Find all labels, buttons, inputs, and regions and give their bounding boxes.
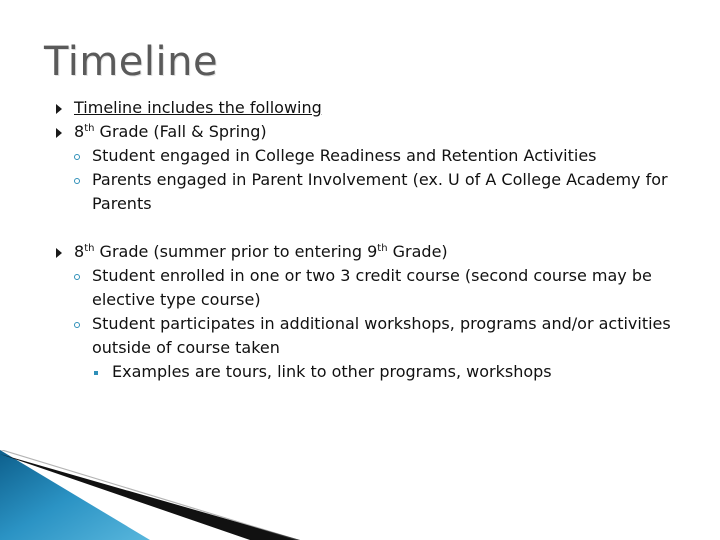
- ring-bullet-icon: [74, 274, 80, 280]
- sub-bullet-text: Student enrolled in one or two 3 credit course (second course may be elective type course): [92, 266, 652, 309]
- sub-bullet-text: Parents engaged in Parent Involvement (ex. U of A College Academy for Parents: [92, 170, 668, 213]
- bullet-text-part: Grade (summer prior to entering 9: [94, 242, 378, 261]
- bullet-8th-grade-fall-spring: [56, 120, 706, 144]
- superscript: th: [84, 243, 95, 254]
- bullet-8th-grade-summer: [56, 240, 706, 264]
- corner-swoosh-decoration: [0, 450, 300, 540]
- sub-bullet-text: Student participates in additional workshops, programs and/or activities outside of course taken: [92, 314, 671, 357]
- sub-bullet-student-participates: [56, 312, 706, 360]
- ring-bullet-icon: [74, 322, 80, 328]
- sub-bullet-parents-engaged: [56, 168, 706, 216]
- square-bullet-icon: [94, 371, 98, 375]
- bullet-text-part: Grade (Fall & Spring): [94, 122, 267, 141]
- sub-bullet-student-engaged: [56, 144, 706, 168]
- sub-sub-bullet-text: Examples are tours, link to other programs, workshops: [112, 362, 552, 381]
- superscript: th: [84, 123, 95, 134]
- sub-bullet-student-enrolled: [56, 264, 706, 312]
- ring-bullet-icon: [74, 154, 80, 160]
- bullet-timeline-intro: [56, 96, 706, 120]
- sub-sub-bullet-examples: [56, 360, 706, 384]
- bullet-text-part: 8: [74, 242, 85, 261]
- slide-body: [56, 96, 706, 384]
- slide-title: Timeline: [44, 39, 219, 85]
- bullet-text: Timeline includes the following: [74, 98, 322, 117]
- arrow-bullet-icon: [56, 128, 62, 138]
- sub-bullet-text: Student engaged in College Readiness and Retention Activities: [92, 146, 597, 165]
- spacer: [56, 216, 706, 240]
- ring-bullet-icon: [74, 178, 80, 184]
- superscript: th: [377, 243, 388, 254]
- bullet-text-part: Grade): [387, 242, 448, 261]
- arrow-bullet-icon: [56, 104, 62, 114]
- bullet-text-part: 8: [74, 122, 85, 141]
- arrow-bullet-icon: [56, 248, 62, 258]
